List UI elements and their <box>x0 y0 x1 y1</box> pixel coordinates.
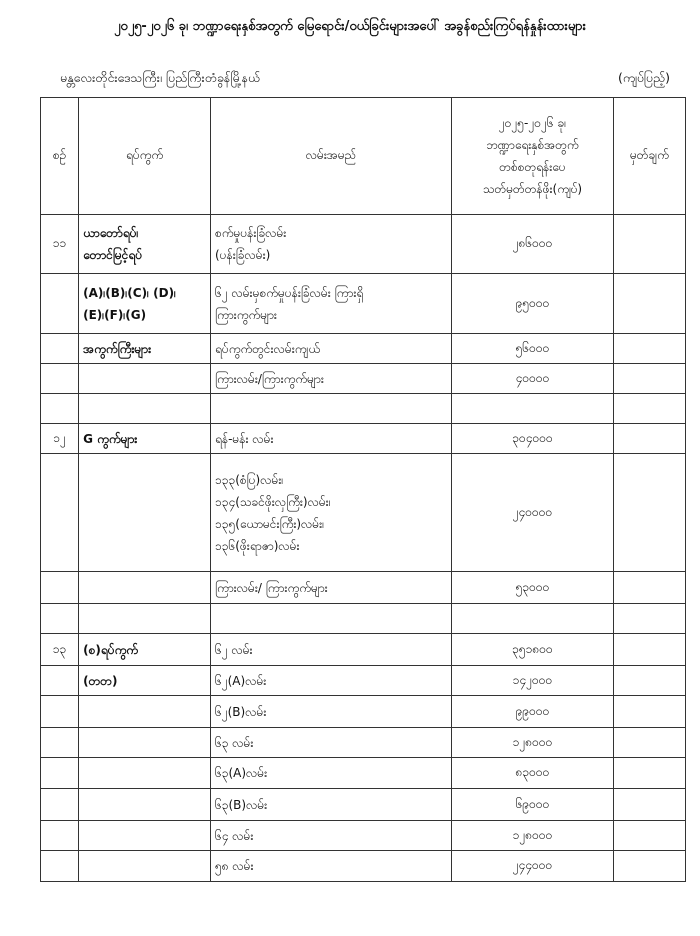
table-header-row <box>41 98 686 215</box>
row-remark <box>613 364 685 394</box>
row-rate-value: ၂၄၀၀၀၀ <box>452 454 614 572</box>
row-street <box>210 215 451 274</box>
row-number: ၁၁ <box>41 215 79 274</box>
row-street <box>210 394 451 424</box>
block-line: တောင်မြင့်ရပ် <box>83 248 143 262</box>
header-rate-line: သတ်မှတ်တန်ဖိုး(ကျပ်) <box>482 182 582 196</box>
row-block <box>79 454 211 572</box>
table-row <box>41 572 686 604</box>
row-block <box>79 728 211 758</box>
table-row <box>41 604 686 634</box>
row-block <box>79 604 211 634</box>
row-street <box>210 758 451 789</box>
row-rate-value: ၅၆၀၀၀ <box>452 334 614 364</box>
row-number <box>41 394 79 424</box>
row-number <box>41 758 79 789</box>
row-rate-value: ၂၈၆၀၀၀ <box>452 215 614 274</box>
row-remark <box>613 696 685 728</box>
row-remark <box>613 215 685 274</box>
table-row <box>41 215 686 274</box>
township-location: မန္တလေးတိုင်းဒေသကြီး၊ ပြည်ကြီးတံခွန်မြို့နယ် <box>60 70 261 85</box>
table-row <box>41 666 686 696</box>
row-number <box>41 696 79 728</box>
table-row <box>41 334 686 364</box>
table-row <box>41 728 686 758</box>
row-rate-value <box>452 604 614 634</box>
row-remark <box>613 821 685 851</box>
row-block <box>79 394 211 424</box>
row-block <box>79 666 211 696</box>
land-rate-table <box>40 97 686 882</box>
row-number <box>41 604 79 634</box>
row-block <box>79 696 211 728</box>
row-block <box>79 572 211 604</box>
table-row <box>41 634 686 666</box>
row-street <box>210 634 451 666</box>
row-street <box>210 334 451 364</box>
row-block <box>79 758 211 789</box>
street-line: ၁၃၅(ယောမင်းကြီး)လမ်း၊ <box>214 516 325 531</box>
row-number <box>41 572 79 604</box>
row-number <box>41 334 79 364</box>
row-rate-value: ၁၄၂၀၀၀ <box>452 666 614 696</box>
row-street <box>210 454 451 572</box>
row-block <box>79 424 211 454</box>
header-rate-line: ဘဏ္ဍာရေးနှစ်အတွက် <box>486 138 579 152</box>
row-street <box>210 274 451 334</box>
street-line: ၁၃၆(ဖိုးရာဇာ)လမ်း <box>214 538 300 553</box>
row-block <box>79 215 211 274</box>
street-line: ၅၈ လမ်း <box>214 859 254 873</box>
row-remark <box>613 758 685 789</box>
table-row <box>41 274 686 334</box>
header-block: ရပ်ကွက် <box>79 98 211 215</box>
row-street <box>210 424 451 454</box>
street-line: ၆၃ လမ်း <box>214 735 254 750</box>
row-rate-value: ၈၃၀၀၀ <box>452 758 614 789</box>
street-line: (ပန်းခြံလမ်း) <box>214 248 271 262</box>
street-line: ၆၃(B)လမ်း <box>214 797 268 812</box>
row-number <box>41 454 79 572</box>
street-line: ၁၃၄(သခင်ဖိုးလှကြီး)လမ်း၊ <box>214 494 331 509</box>
header-street: လမ်းအမည် <box>210 98 451 215</box>
header-rate <box>452 98 614 215</box>
row-street <box>210 666 451 696</box>
table-body <box>41 215 686 882</box>
currency-unit: (ကျပ်ပြည့်) <box>617 70 670 85</box>
row-remark <box>613 274 685 334</box>
block-line: G ကွက်များ <box>83 431 138 446</box>
row-street <box>210 364 451 394</box>
row-number <box>41 364 79 394</box>
block-line: (စ)ရပ်ကွက် <box>83 642 139 657</box>
table-row <box>41 851 686 882</box>
street-line: ကြားလမ်း/ကြားကွက်များ <box>214 371 324 386</box>
street-line: ၆၄ လမ်း <box>214 828 254 843</box>
street-line: ၆၂(B)လမ်း <box>214 704 267 719</box>
street-line: ၆၂ လမ်း <box>214 642 253 657</box>
row-rate-value: ၄၀၀၀၀ <box>452 364 614 394</box>
header-rate-line: ၂၀၂၅-၂၀၂၆ ခု၊ <box>498 116 567 130</box>
row-street <box>210 696 451 728</box>
row-remark <box>613 634 685 666</box>
street-line: ၆၂ လမ်းမှစက်မှုပန်းခြံလမ်း ကြားရှိ <box>214 285 364 300</box>
table-row <box>41 424 686 454</box>
row-number <box>41 666 79 696</box>
row-number <box>41 789 79 821</box>
row-street <box>210 604 451 634</box>
row-street <box>210 789 451 821</box>
street-line: ၆၃(A)လမ်း <box>214 766 268 780</box>
row-remark <box>613 572 685 604</box>
table-row <box>41 394 686 424</box>
row-remark <box>613 424 685 454</box>
street-line: ၆၂(A)လမ်း <box>214 673 267 688</box>
table-row <box>41 821 686 851</box>
row-number <box>41 728 79 758</box>
street-line: စက်မှုပန်းခြံလမ်း <box>214 226 287 240</box>
street-line: ၁၃၃(စံပြ)လမ်း၊ <box>214 472 284 487</box>
block-line: (တတ) <box>83 673 118 688</box>
row-block <box>79 821 211 851</box>
street-line: ရန်-မန်း လမ်း <box>214 431 274 446</box>
header-no: စဉ် <box>41 98 79 215</box>
row-block <box>79 364 211 394</box>
row-remark <box>613 454 685 572</box>
row-rate-value: ၁၂၈၀၀၀ <box>452 728 614 758</box>
table-row <box>41 454 686 572</box>
block-line: ယာတော်ရပ်၊ <box>83 226 139 240</box>
row-block <box>79 851 211 882</box>
block-line: (A)၊(B)၊(C)၊ (D)၊ <box>83 285 176 300</box>
row-remark <box>613 666 685 696</box>
header-remark: မှတ်ချက် <box>613 98 685 215</box>
street-line: ရပ်ကွက်တွင်းလမ်းကျယ် <box>214 341 321 356</box>
row-rate-value: ၆၉၀၀၀ <box>452 789 614 821</box>
row-remark <box>613 728 685 758</box>
street-line: ကြားကွက်များ <box>214 307 277 322</box>
row-block <box>79 274 211 334</box>
row-rate-value: ၃၀၄၀၀၀ <box>452 424 614 454</box>
row-street <box>210 851 451 882</box>
row-remark <box>613 789 685 821</box>
row-rate-value: ၉၅၀၀၀ <box>452 274 614 334</box>
row-street <box>210 821 451 851</box>
row-street <box>210 572 451 604</box>
document-title: ၂၀၂၅-၂၀၂၆ ခု၊ ဘဏ္ဍာရေးနှစ်အတွက် မြေရောင်း/ဝယ်ခြင်းများအပေါ် အခွန်စည်းကြပ်ရန်နှုန်းထားများ <box>114 19 586 34</box>
street-line: ကြားလမ်း/ ကြားကွက်များ <box>214 580 328 595</box>
row-rate-value: ၃၅၁၈၀၀ <box>452 634 614 666</box>
row-number <box>41 821 79 851</box>
row-number: ၁၂ <box>41 424 79 454</box>
row-rate-value: ၉၉၀၀၀ <box>452 696 614 728</box>
row-number: ၁၃ <box>41 634 79 666</box>
row-rate-value: ၂၄၄၀၀၀ <box>452 851 614 882</box>
row-remark <box>613 394 685 424</box>
table-row <box>41 364 686 394</box>
block-line: အကွက်ကြီးများ <box>83 341 152 356</box>
header-rate-line: တစ်စတုရန်းပေ <box>499 160 566 174</box>
row-rate-value: ၅၃၀၀၀ <box>452 572 614 604</box>
table-row <box>41 789 686 821</box>
row-number <box>41 851 79 882</box>
row-rate-value: ၁၂၈၀၀၀ <box>452 821 614 851</box>
table-row <box>41 758 686 789</box>
row-remark <box>613 604 685 634</box>
row-remark <box>613 851 685 882</box>
block-line: (E)၊(F)၊(G) <box>83 307 147 322</box>
row-block <box>79 334 211 364</box>
row-block <box>79 789 211 821</box>
row-block <box>79 634 211 666</box>
table-row <box>41 696 686 728</box>
row-street <box>210 728 451 758</box>
row-remark <box>613 334 685 364</box>
row-number <box>41 274 79 334</box>
row-rate-value <box>452 394 614 424</box>
